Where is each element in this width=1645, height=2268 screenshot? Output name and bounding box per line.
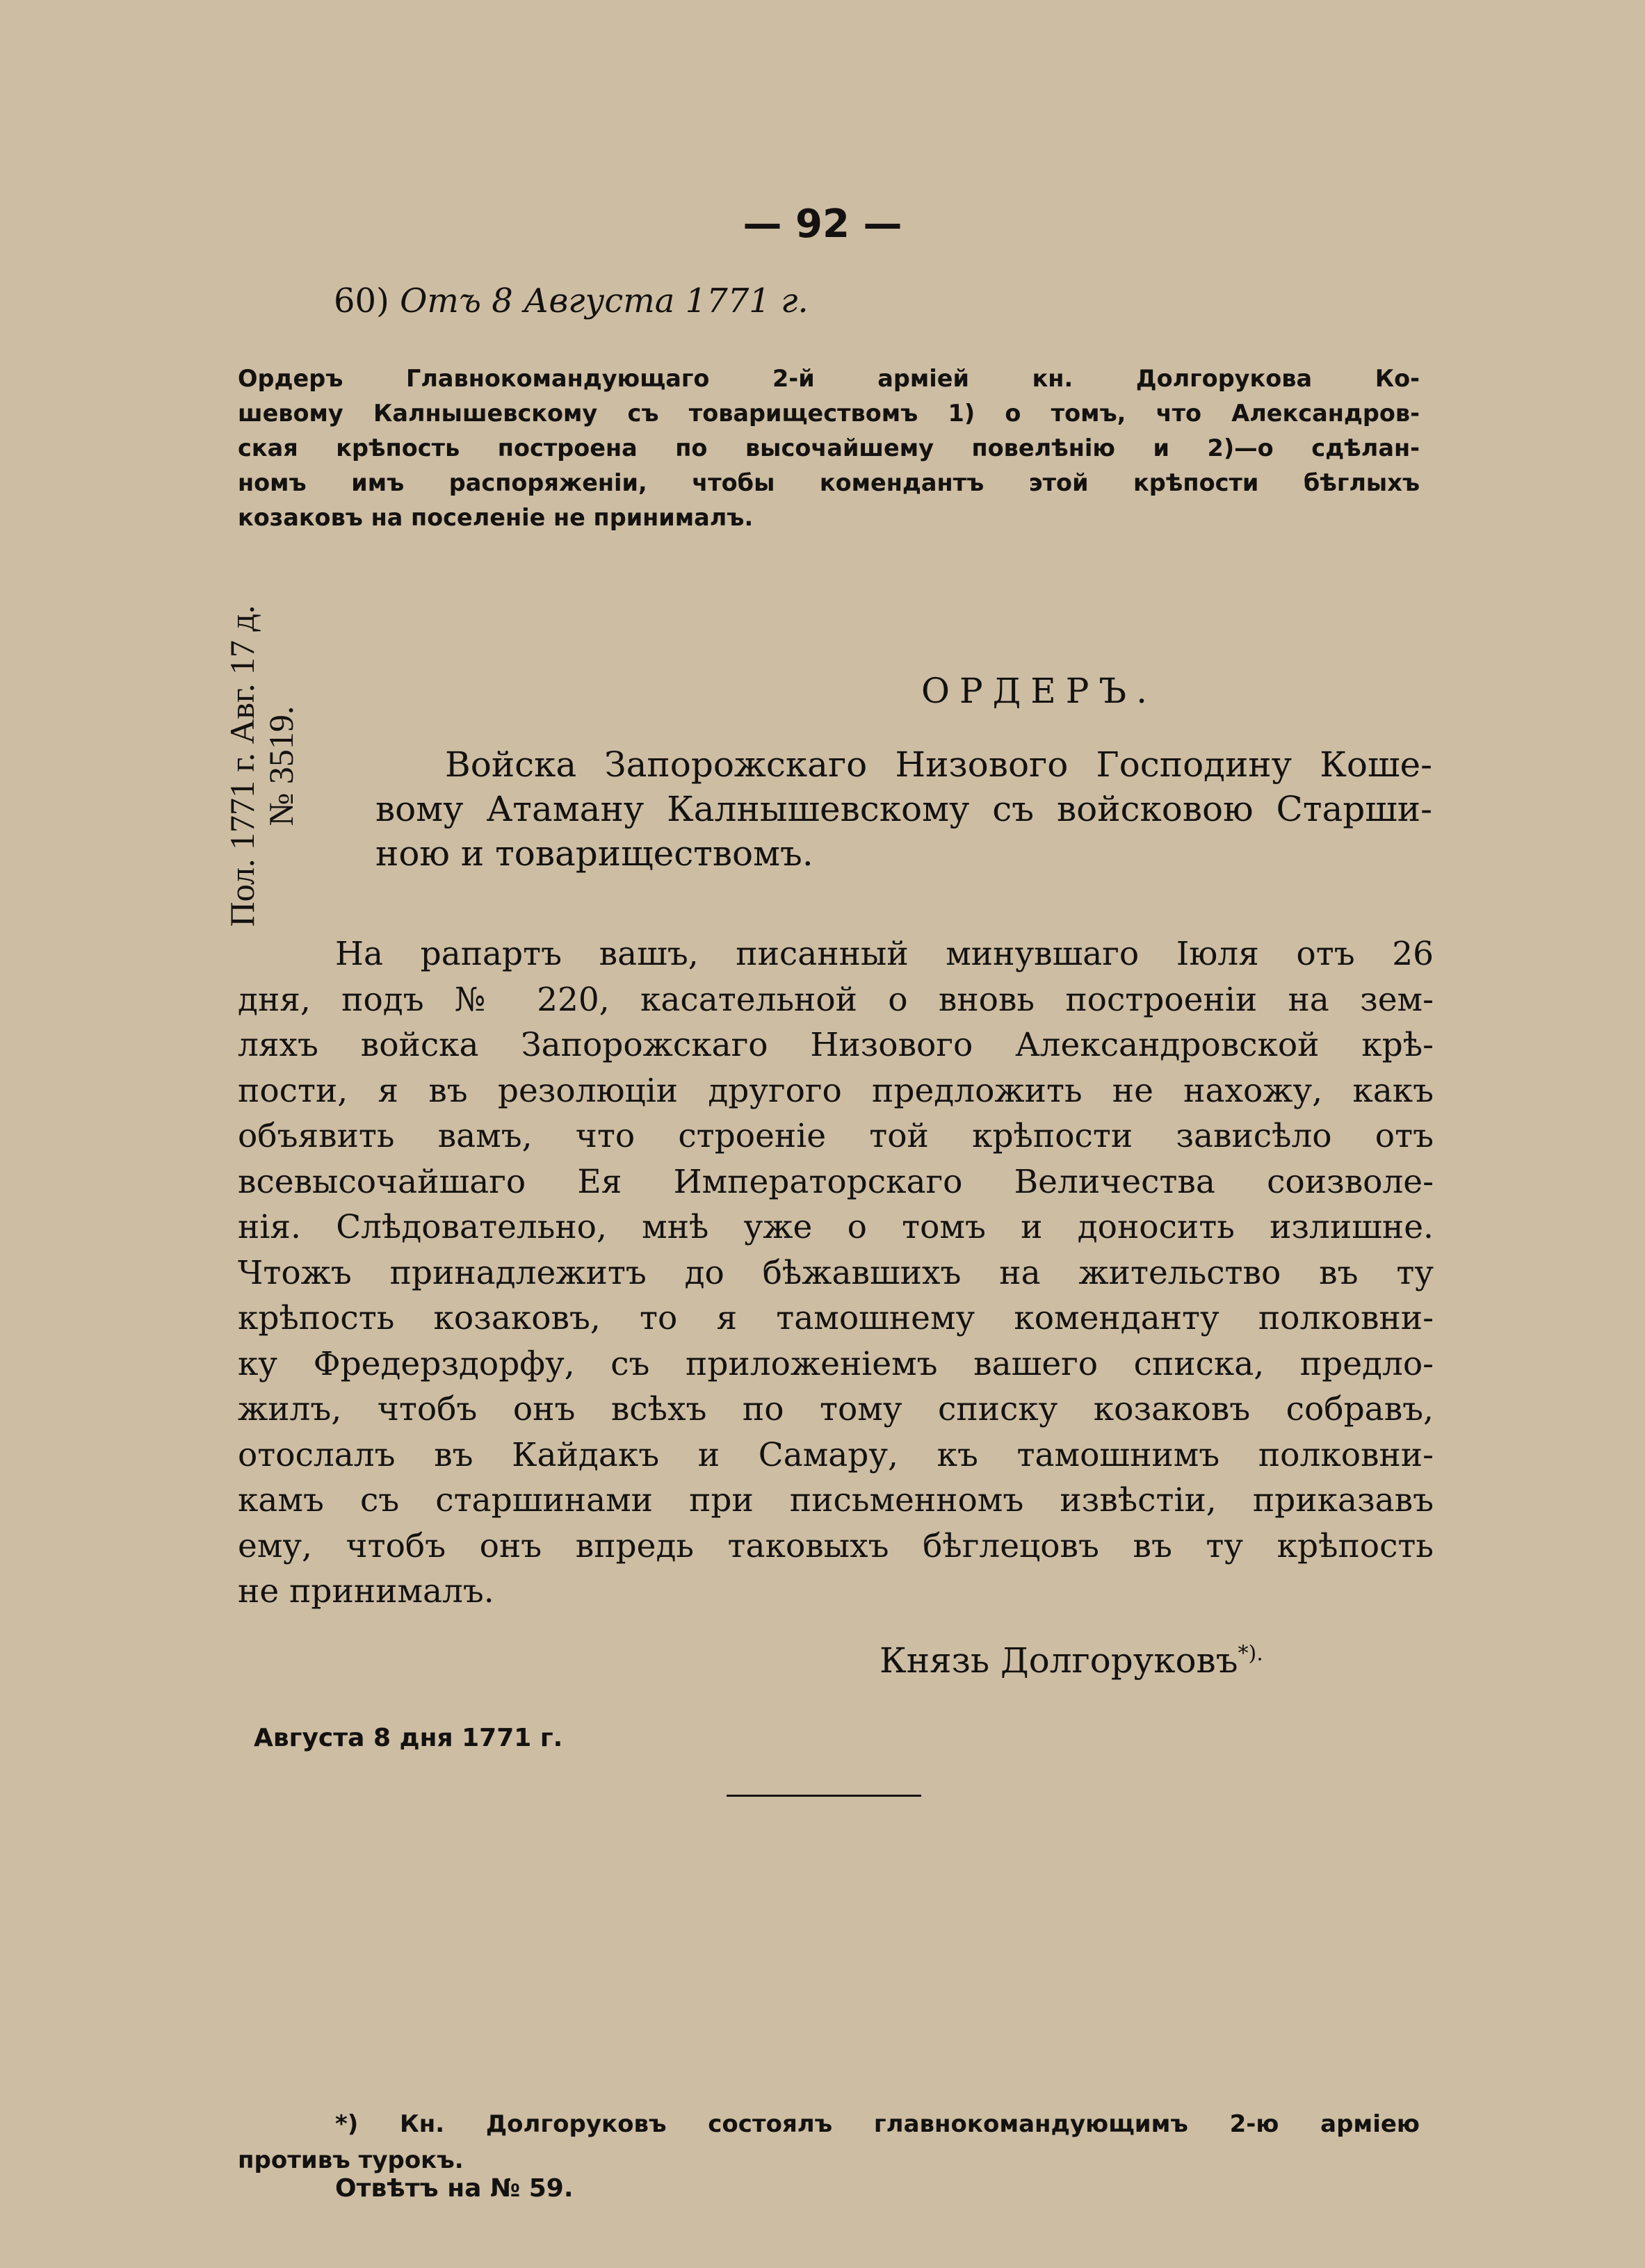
document-heading [334,282,809,320]
order-title: ОРДЕРЪ. [921,671,1158,711]
footnote-divider [727,1795,921,1797]
address-line: ною и товариществомъ. [375,833,813,874]
body-line: не принималъ. [238,1572,494,1610]
summary-line: козаковъ на поселеніе не принималъ. [238,504,754,531]
margin-note-line: Пол. 1771 г. Авг. 17 д. [222,605,261,927]
body-line: На рапартъ вашъ, писанный минувшаго Іюля отъ 26 [335,935,1434,973]
signature [880,1640,1263,1681]
archive-margin-note [222,592,300,940]
order-body [238,931,1434,1615]
summary-line: номъ имъ распоряженіи, чтобы комендантъ этой крѣпости бѣглыхъ [238,469,1420,496]
address-line: вому Атаману Калнышевскому съ войсковою Старши- [375,789,1432,829]
order-address [375,742,1432,876]
body-line: крѣпость козаковъ, то я тамошнему коменданту полковни- [238,1299,1434,1337]
document-number: 60) [334,282,389,320]
footnote-mark: *). [1238,1641,1263,1666]
document-summary [238,361,1420,535]
body-line: ку Фредерздорфу, съ приложеніемъ вашего списка, предло- [238,1344,1434,1383]
body-line: всевысочайшаго Ея Императорскаго Величества соизволе- [238,1162,1434,1201]
summary-line: Ордеръ Главнокомандующаго 2-й арміей кн. Долгорукова Ко- [238,365,1420,392]
body-line: ему, чтобъ онъ впредь таковыхъ бѣглецовъ въ ту крѣпость [238,1526,1434,1565]
document-date: Отъ 8 Августа 1771 г. [400,282,809,320]
body-line: камъ съ старшинами при письменномъ извѣстіи, приказавъ [238,1481,1434,1519]
body-line: жилъ, чтобъ онъ всѣхъ по тому списку козаковъ собравъ, [238,1390,1434,1428]
body-line: отослалъ въ Кайдакъ и Самару, къ тамошнимъ полковни- [238,1435,1434,1474]
footnote-line: противъ турокъ. [238,2146,464,2174]
body-line: ляхъ войска Запорожскаго Низового Александровской крѣ- [238,1026,1434,1064]
margin-note-line: № 3519. [261,705,300,826]
signature-name: Князь Долгоруковъ [880,1640,1238,1681]
footnote-line: *) Кн. Долгоруковъ состоялъ главнокомандующимъ 2-ю арміею [335,2110,1420,2138]
order-date: Августа 8 дня 1771 г. [254,1724,563,1752]
reply-reference: Отвѣтъ на № 59. [335,2174,574,2203]
address-line: Войска Запорожскаго Низового Господину Коше- [445,744,1432,785]
page-number: — 92 — [743,202,902,247]
body-line: нія. Слѣдовательно, мнѣ уже о томъ и доносить излишне. [238,1208,1434,1246]
body-line: Чтожъ принадлежитъ до бѣжавшихъ на жительство въ ту [238,1253,1434,1292]
summary-line: шевому Калнышевскому съ товариществомъ 1) о томъ, что Александров- [238,400,1420,427]
summary-line: ская крѣпость построена по высочайшему повелѣнію и 2)—о сдѣлан- [238,434,1420,462]
body-line: дня, подъ № 220, касательной о вновь построеніи на зем- [238,980,1434,1019]
body-line: пости, я въ резолюціи другого предложить не нахожу, какъ [238,1071,1434,1110]
body-line: объявить вамъ, что строеніе той крѣпости зависѣло отъ [238,1117,1434,1155]
footnote [238,2106,1420,2178]
